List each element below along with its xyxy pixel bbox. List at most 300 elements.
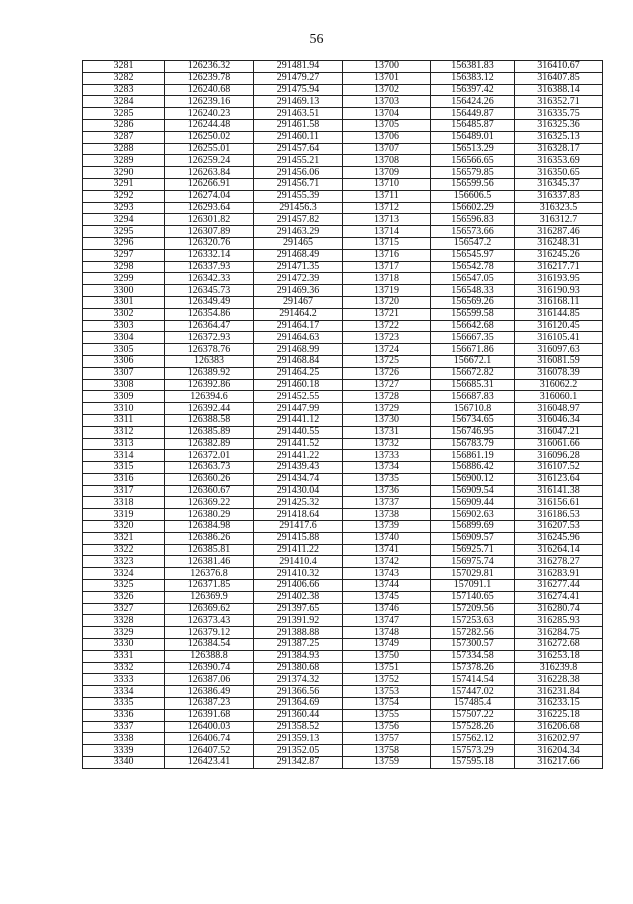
table-cell: 3301	[83, 296, 165, 308]
table-cell: 291475.94	[254, 84, 343, 96]
table-cell: 126380.29	[165, 509, 254, 521]
table-cell: 316335.75	[515, 108, 603, 120]
table-cell: 126337.93	[165, 261, 254, 273]
table-cell: 126383	[165, 355, 254, 367]
table-row	[83, 72, 603, 84]
table-cell: 3294	[83, 214, 165, 226]
table-cell: 3329	[83, 627, 165, 639]
table-cell: 316204.34	[515, 745, 603, 757]
table-row	[83, 155, 603, 167]
table-cell: 126307.89	[165, 226, 254, 238]
table-cell: 157485.4	[431, 698, 515, 710]
table-cell: 316206.68	[515, 721, 603, 733]
table-cell: 156566.65	[431, 155, 515, 167]
table-cell: 156485.87	[431, 119, 515, 131]
table-cell: 126384.54	[165, 639, 254, 651]
table-cell: 126372.93	[165, 332, 254, 344]
coordinates-table	[82, 60, 603, 769]
table-cell: 291440.55	[254, 426, 343, 438]
table-cell: 126387.06	[165, 674, 254, 686]
table-cell: 126372.01	[165, 450, 254, 462]
table-row	[83, 414, 603, 426]
table-cell: 126391.68	[165, 709, 254, 721]
table-cell: 3330	[83, 639, 165, 651]
table-row	[83, 580, 603, 592]
table-cell: 156672.1	[431, 355, 515, 367]
table-cell: 316323.5	[515, 202, 603, 214]
table-cell: 13748	[343, 627, 431, 639]
table-cell: 13754	[343, 698, 431, 710]
table-row	[83, 733, 603, 745]
table-cell: 126371.85	[165, 580, 254, 592]
table-cell: 3281	[83, 61, 165, 73]
table-cell: 157378.26	[431, 662, 515, 674]
table-cell: 3334	[83, 686, 165, 698]
table-cell: 291364.69	[254, 698, 343, 710]
table-cell: 291456.3	[254, 202, 343, 214]
table-row	[83, 143, 603, 155]
table-cell: 316186.53	[515, 509, 603, 521]
table-cell: 316225.18	[515, 709, 603, 721]
table-cell: 3318	[83, 497, 165, 509]
table-cell: 156547.05	[431, 273, 515, 285]
table-cell: 156449.87	[431, 108, 515, 120]
table-cell: 3303	[83, 320, 165, 332]
table-cell: 3339	[83, 745, 165, 757]
table-cell: 126394.6	[165, 391, 254, 403]
table-cell: 316217.71	[515, 261, 603, 273]
table-cell: 157029.81	[431, 568, 515, 580]
table-cell: 291464.17	[254, 320, 343, 332]
table-cell: 3296	[83, 237, 165, 249]
table-cell: 3295	[83, 226, 165, 238]
table-cell: 316245.96	[515, 532, 603, 544]
table-row	[83, 131, 603, 143]
table-cell: 156606.5	[431, 190, 515, 202]
table-cell: 13702	[343, 84, 431, 96]
table-cell: 126244.48	[165, 119, 254, 131]
table-cell: 13753	[343, 686, 431, 698]
table-cell: 291468.84	[254, 355, 343, 367]
table-cell: 291439.43	[254, 462, 343, 474]
table-cell: 126363.73	[165, 462, 254, 474]
table-cell: 291352.05	[254, 745, 343, 757]
table-cell: 291463.51	[254, 108, 343, 120]
table-cell: 126259.24	[165, 155, 254, 167]
table-cell: 316081.59	[515, 355, 603, 367]
page-number: 56	[309, 32, 324, 47]
table-cell: 13732	[343, 438, 431, 450]
table-cell: 13707	[343, 143, 431, 155]
table-cell: 291388.88	[254, 627, 343, 639]
table-cell: 291411.22	[254, 544, 343, 556]
table-cell: 3324	[83, 568, 165, 580]
table-cell: 316345.37	[515, 178, 603, 190]
table-cell: 126376.8	[165, 568, 254, 580]
table-cell: 157282.56	[431, 627, 515, 639]
table-cell: 3321	[83, 532, 165, 544]
table-cell: 291387.25	[254, 639, 343, 651]
table-cell: 3304	[83, 332, 165, 344]
table-cell: 156489.01	[431, 131, 515, 143]
table-cell: 316253.18	[515, 650, 603, 662]
table-cell: 126406.74	[165, 733, 254, 745]
table-cell: 13723	[343, 332, 431, 344]
table-row	[83, 438, 603, 450]
table-cell: 291406.66	[254, 580, 343, 592]
table-cell: 126349.49	[165, 296, 254, 308]
table-cell: 3333	[83, 674, 165, 686]
table-cell: 157209.56	[431, 603, 515, 615]
table-cell: 316168.11	[515, 296, 603, 308]
table-cell: 13738	[343, 509, 431, 521]
table-cell: 156671.86	[431, 344, 515, 356]
table-cell: 13718	[343, 273, 431, 285]
table-cell: 13730	[343, 414, 431, 426]
table-cell: 291374.32	[254, 674, 343, 686]
table-cell: 3317	[83, 485, 165, 497]
table-row	[83, 544, 603, 556]
table-cell: 291468.49	[254, 249, 343, 261]
table-row	[83, 745, 603, 757]
table-cell: 13712	[343, 202, 431, 214]
table-cell: 316287.46	[515, 226, 603, 238]
table-cell: 291456.71	[254, 178, 343, 190]
table-cell: 157447.02	[431, 686, 515, 698]
table-cell: 3308	[83, 379, 165, 391]
table-row	[83, 473, 603, 485]
table-cell: 291455.21	[254, 155, 343, 167]
table-cell: 156886.42	[431, 462, 515, 474]
table-cell: 316046.34	[515, 414, 603, 426]
table-row	[83, 757, 603, 769]
table-cell: 316217.66	[515, 757, 603, 769]
table-cell: 126239.78	[165, 72, 254, 84]
table-cell: 316353.69	[515, 155, 603, 167]
table-cell: 291447.99	[254, 403, 343, 415]
table-cell: 3323	[83, 556, 165, 568]
table-cell: 3315	[83, 462, 165, 474]
table-cell: 3312	[83, 426, 165, 438]
table-cell: 291460.18	[254, 379, 343, 391]
table-cell: 316407.85	[515, 72, 603, 84]
table-row	[83, 190, 603, 202]
table-cell: 13720	[343, 296, 431, 308]
table-cell: 13759	[343, 757, 431, 769]
table-cell: 13734	[343, 462, 431, 474]
table-cell: 156573.66	[431, 226, 515, 238]
table-cell: 3300	[83, 285, 165, 297]
table-cell: 156579.85	[431, 167, 515, 179]
table-cell: 316228.38	[515, 674, 603, 686]
table-row	[83, 119, 603, 131]
table-cell: 126240.68	[165, 84, 254, 96]
table-cell: 126392.44	[165, 403, 254, 415]
table-cell: 13751	[343, 662, 431, 674]
table-row	[83, 308, 603, 320]
table-cell: 156909.54	[431, 485, 515, 497]
table-cell: 156687.83	[431, 391, 515, 403]
table-cell: 316078.39	[515, 367, 603, 379]
table-cell: 291479.27	[254, 72, 343, 84]
table-cell: 13722	[343, 320, 431, 332]
table-cell: 157528.26	[431, 721, 515, 733]
table-cell: 126240.23	[165, 108, 254, 120]
table-cell: 13740	[343, 532, 431, 544]
table-cell: 13729	[343, 403, 431, 415]
table-cell: 316156.61	[515, 497, 603, 509]
table-cell: 291461.58	[254, 119, 343, 131]
table-cell: 13757	[343, 733, 431, 745]
table-cell: 3283	[83, 84, 165, 96]
table-cell: 156734.65	[431, 414, 515, 426]
table-row	[83, 497, 603, 509]
table-cell: 126392.86	[165, 379, 254, 391]
table-cell: 3282	[83, 72, 165, 84]
table-row	[83, 721, 603, 733]
table-row	[83, 332, 603, 344]
table-cell: 156542.78	[431, 261, 515, 273]
table-row	[83, 709, 603, 721]
table-cell: 13744	[343, 580, 431, 592]
table-cell: 157507.22	[431, 709, 515, 721]
table-cell: 316097.63	[515, 344, 603, 356]
table-cell: 13704	[343, 108, 431, 120]
table-cell: 291359.13	[254, 733, 343, 745]
table-cell: 156685.31	[431, 379, 515, 391]
table-cell: 3322	[83, 544, 165, 556]
table-cell: 291425.32	[254, 497, 343, 509]
table-cell: 156642.68	[431, 320, 515, 332]
table-row	[83, 532, 603, 544]
table-cell: 316239.8	[515, 662, 603, 674]
table-cell: 126400.03	[165, 721, 254, 733]
table-cell: 126263.84	[165, 167, 254, 179]
table-cell: 13739	[343, 521, 431, 533]
table-cell: 13747	[343, 615, 431, 627]
table-cell: 3337	[83, 721, 165, 733]
table-row	[83, 178, 603, 190]
table-cell: 316312.7	[515, 214, 603, 226]
table-cell: 126423.41	[165, 757, 254, 769]
table-cell: 157414.54	[431, 674, 515, 686]
table-cell: 13731	[343, 426, 431, 438]
table-row	[83, 214, 603, 226]
table-cell: 3313	[83, 438, 165, 450]
table-cell: 13758	[343, 745, 431, 757]
table-cell: 13703	[343, 96, 431, 108]
table-cell: 291467	[254, 296, 343, 308]
table-cell: 126301.82	[165, 214, 254, 226]
table-cell: 13750	[343, 650, 431, 662]
table-cell: 316283.91	[515, 568, 603, 580]
table-cell: 291469.36	[254, 285, 343, 297]
table-row	[83, 662, 603, 674]
table-cell: 3298	[83, 261, 165, 273]
table-cell: 316096.28	[515, 450, 603, 462]
table-cell: 3290	[83, 167, 165, 179]
table-cell: 3291	[83, 178, 165, 190]
table-row	[83, 568, 603, 580]
table-cell: 3285	[83, 108, 165, 120]
table-cell: 3286	[83, 119, 165, 131]
table-cell: 126388.58	[165, 414, 254, 426]
table-row	[83, 639, 603, 651]
table-cell: 291410.4	[254, 556, 343, 568]
table-cell: 3331	[83, 650, 165, 662]
table-row	[83, 615, 603, 627]
table-cell: 156383.12	[431, 72, 515, 84]
table-cell: 13701	[343, 72, 431, 84]
table-cell: 316193.95	[515, 273, 603, 285]
table-row	[83, 355, 603, 367]
table-row	[83, 426, 603, 438]
table-cell: 126293.64	[165, 202, 254, 214]
table-row	[83, 261, 603, 273]
table-cell: 291465	[254, 237, 343, 249]
table-cell: 13742	[343, 556, 431, 568]
table-cell: 156899.69	[431, 521, 515, 533]
table-cell: 157253.63	[431, 615, 515, 627]
table-cell: 126378.76	[165, 344, 254, 356]
table-cell: 3314	[83, 450, 165, 462]
table-cell: 291457.64	[254, 143, 343, 155]
table-cell: 156548.33	[431, 285, 515, 297]
table-cell: 156925.71	[431, 544, 515, 556]
table-cell: 3332	[83, 662, 165, 674]
table-cell: 126266.91	[165, 178, 254, 190]
table-cell: 3289	[83, 155, 165, 167]
table-row	[83, 603, 603, 615]
table-cell: 13709	[343, 167, 431, 179]
table-cell: 316048.97	[515, 403, 603, 415]
table-cell: 126364.47	[165, 320, 254, 332]
table-row	[83, 320, 603, 332]
table-cell: 13735	[343, 473, 431, 485]
table-cell: 126385.89	[165, 426, 254, 438]
table-cell: 3325	[83, 580, 165, 592]
table-cell: 291471.35	[254, 261, 343, 273]
table-cell: 316062.2	[515, 379, 603, 391]
table-cell: 126360.67	[165, 485, 254, 497]
table-cell: 13705	[343, 119, 431, 131]
table-cell: 291418.64	[254, 509, 343, 521]
table-cell: 316337.83	[515, 190, 603, 202]
table-row	[83, 84, 603, 96]
table-row	[83, 509, 603, 521]
table-cell: 13714	[343, 226, 431, 238]
table-cell: 3320	[83, 521, 165, 533]
table-cell: 156783.79	[431, 438, 515, 450]
table-cell: 126381.46	[165, 556, 254, 568]
table-cell: 157595.18	[431, 757, 515, 769]
table-cell: 156909.44	[431, 497, 515, 509]
table-cell: 156599.58	[431, 308, 515, 320]
table-cell: 126250.02	[165, 131, 254, 143]
table-cell: 291415.88	[254, 532, 343, 544]
table-cell: 156909.57	[431, 532, 515, 544]
table-cell: 156902.63	[431, 509, 515, 521]
table-cell: 156672.82	[431, 367, 515, 379]
table-cell: 156746.95	[431, 426, 515, 438]
table-cell: 316233.15	[515, 698, 603, 710]
table-cell: 291472.39	[254, 273, 343, 285]
table-cell: 291464.63	[254, 332, 343, 344]
table-cell: 3328	[83, 615, 165, 627]
table-cell: 3284	[83, 96, 165, 108]
table-row	[83, 686, 603, 698]
table-cell: 126382.89	[165, 438, 254, 450]
table-cell: 291434.74	[254, 473, 343, 485]
table-cell: 13716	[343, 249, 431, 261]
table-cell: 156975.74	[431, 556, 515, 568]
table-cell: 316410.67	[515, 61, 603, 73]
table-cell: 13736	[343, 485, 431, 497]
table-cell: 156569.26	[431, 296, 515, 308]
table-cell: 291456.06	[254, 167, 343, 179]
table-cell: 13711	[343, 190, 431, 202]
table-cell: 316274.41	[515, 591, 603, 603]
table-cell: 126236.32	[165, 61, 254, 73]
table-cell: 291391.92	[254, 615, 343, 627]
table-row	[83, 591, 603, 603]
table-cell: 126386.49	[165, 686, 254, 698]
table-cell: 126384.98	[165, 521, 254, 533]
table-row	[83, 296, 603, 308]
table-cell: 126360.26	[165, 473, 254, 485]
table-cell: 3305	[83, 344, 165, 356]
table-cell: 126342.33	[165, 273, 254, 285]
table-cell: 126320.76	[165, 237, 254, 249]
table-cell: 316248.31	[515, 237, 603, 249]
table-row	[83, 650, 603, 662]
table-row	[83, 450, 603, 462]
table-cell: 156602.29	[431, 202, 515, 214]
table-cell: 291410.32	[254, 568, 343, 580]
table-row	[83, 96, 603, 108]
table-cell: 156397.42	[431, 84, 515, 96]
table-cell: 3302	[83, 308, 165, 320]
table-cell: 13728	[343, 391, 431, 403]
table-cell: 13745	[343, 591, 431, 603]
table-cell: 3336	[83, 709, 165, 721]
table-cell: 13721	[343, 308, 431, 320]
table-row	[83, 285, 603, 297]
table-cell: 316285.93	[515, 615, 603, 627]
table-cell: 3335	[83, 698, 165, 710]
table-cell: 316190.93	[515, 285, 603, 297]
table-row	[83, 108, 603, 120]
table-cell: 13726	[343, 367, 431, 379]
table-cell: 126407.52	[165, 745, 254, 757]
table-cell: 316141.38	[515, 485, 603, 497]
table-cell: 291463.29	[254, 226, 343, 238]
table-cell: 316231.84	[515, 686, 603, 698]
table-cell: 13756	[343, 721, 431, 733]
table-cell: 291457.82	[254, 214, 343, 226]
table-cell: 156596.83	[431, 214, 515, 226]
table-cell: 316280.74	[515, 603, 603, 615]
table-cell: 316277.44	[515, 580, 603, 592]
table-cell: 316325.36	[515, 119, 603, 131]
table-cell: 291452.55	[254, 391, 343, 403]
table-cell: 126379.12	[165, 627, 254, 639]
table-cell: 316245.26	[515, 249, 603, 261]
table-cell: 3297	[83, 249, 165, 261]
table-cell: 157562.12	[431, 733, 515, 745]
table-cell: 291469.13	[254, 96, 343, 108]
table-cell: 316350.65	[515, 167, 603, 179]
